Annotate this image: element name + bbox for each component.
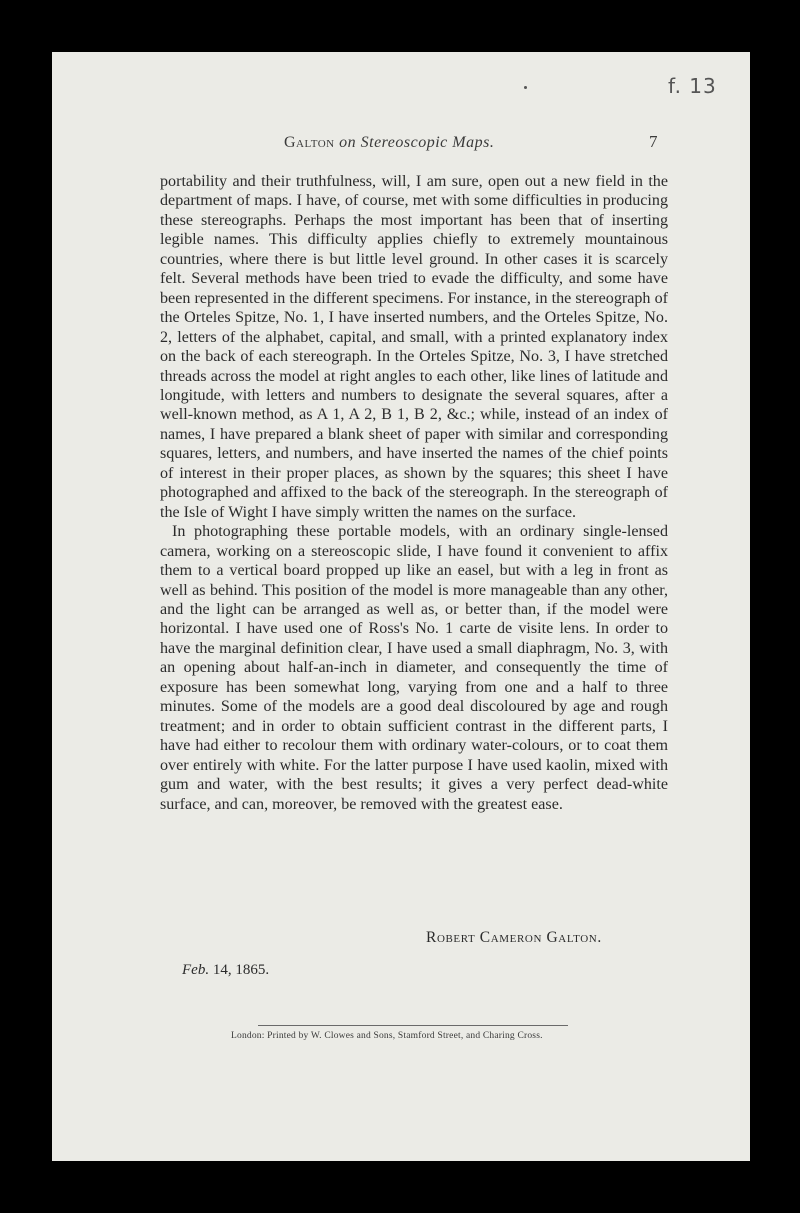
document-page — [52, 52, 750, 1161]
date-rest: 14, 1865. — [212, 962, 270, 978]
author-signature: Robert Cameron Galton. — [426, 929, 602, 946]
body-text — [160, 172, 668, 814]
footer-rule — [258, 1025, 568, 1026]
folio-annotation: f. 13 — [668, 74, 717, 98]
running-head-author: Galton — [284, 134, 335, 151]
paragraph: In photographing these portable models, with an ordinary single-lensed camera, working on a stereoscopic slide, I have found it convenient to affix them to a vertical board propped up like an easel, but with a leg in front as well as behind. This position of the model is more manageable than any other, and the light can be arranged as well as, or better than, if the model were horizontal. I have used one of Ross's No. 1 carte de visite lens. In order to have the marginal definition clear, I have used a small diaphragm, No. 3, with an opening about half-an-inch in diameter, and consequently the time of exposure has been somewhat long, varying from one and a half to three minutes. Some of the models are a good deal discoloured by age and rough treatment; and in order to obtain sufficient contrast in the different parts, I have had either to recolour them with ordinary water-colours, or to coat them over entirely with white. For the latter purpose I have used kaolin, mixed with gum and water, with the best results; it gives a very perfect dead-white surface, and can, moreover, be removed with the greatest ease. — [160, 523, 668, 813]
pencil-mark — [524, 86, 527, 89]
dateline — [182, 962, 269, 979]
printer-imprint: London: Printed by W. Clowes and Sons, Stamford Street, and Charing Cross. — [231, 1031, 543, 1041]
date-month: Feb. — [182, 962, 210, 978]
running-head-connector: on — [339, 134, 357, 151]
paragraph: portability and their truthfulness, will, I am sure, open out a new field in the department of maps. I have, of course, met with some difficulties in producing these stereographs. Perhaps the most important has been that of inserting legible names. This difficulty applies chiefly to extremely mountainous countries, where there is but little level ground. In other cases it is scarcely felt. Several methods have been tried to evade the difficulty, and some have been represented in the different specimens. For instance, in the stereograph of the Orteles Spitze, No. 1, I have inserted numbers, and the Orteles Spitze, No. 2, letters of the alphabet, capital, and small, with a printed explanatory index on the back of each stereograph. In the Orteles Spitze, No. 3, I have stretched threads across the model at right angles to each other, like lines of latitude and longitude, with letters and numbers to designate the several squares, after a well-known method, as A 1, A 2, B 1, B 2, &c.; while, instead of an index of names, I have prepared a blank sheet of paper with similar and corresponding squares, letters, and numbers, and have inserted the names of the chief points of interest in their proper places, as shown by the squares; this sheet I have photographed and affixed to the back of the stereograph. In the stereograph of the Isle of Wight I have simply written the names on the surface. — [160, 173, 668, 521]
page-number: 7 — [649, 132, 658, 151]
running-head-title: Stereoscopic Maps. — [360, 134, 495, 151]
running-head — [284, 134, 494, 152]
